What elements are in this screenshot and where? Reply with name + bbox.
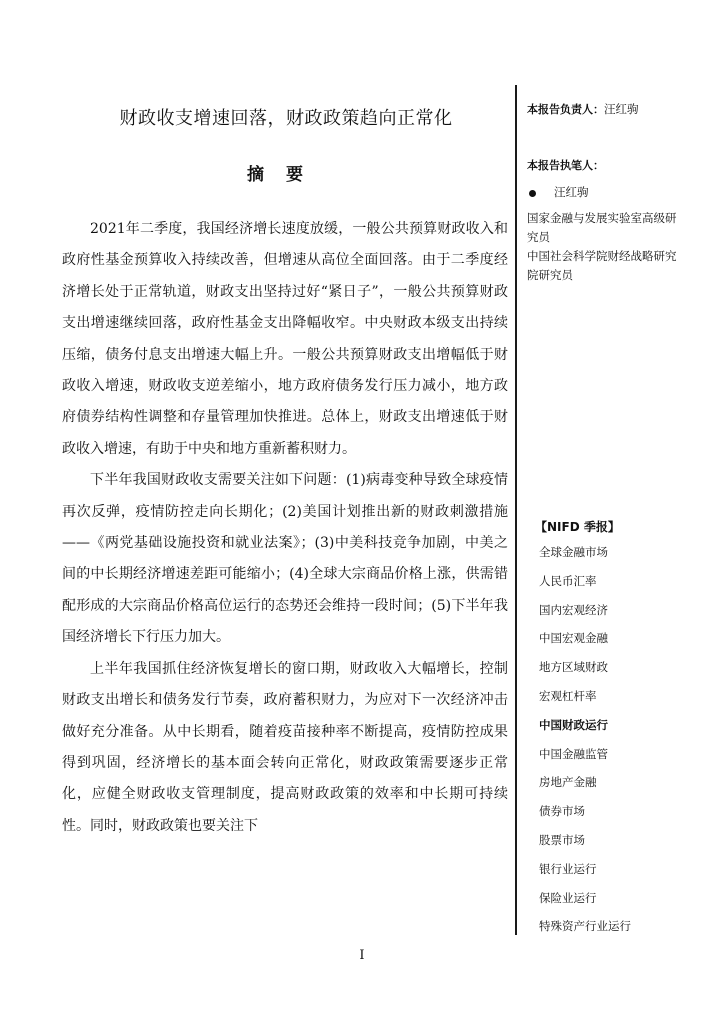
abstract-heading: 摘要 <box>247 165 325 185</box>
series-item[interactable]: 全球金融市场 <box>539 545 608 559</box>
writer-label: 本报告执笔人： <box>527 159 604 172</box>
abstract-paragraph: 下半年我国财政收支需要关注如下问题：(1)病毒变种导致全球疫情再次反弹，疫情防控走向长期化；(2)美国计划推出新的财政刺激措施——《两党基础设施投资和就业法案》；(3)中美科技竞争加剧，中美之间的中长期经济增速差距可能缩小；(4)全球大宗商品价格上涨，供需错配形成的大宗商品价格高位运行的态势还会维持一段时间；(5)下半年我国经济增长下行压力加大。 <box>62 472 508 646</box>
writer-affiliations <box>527 209 677 285</box>
series-item[interactable]: 银行业运行 <box>539 861 597 876</box>
editor-name: 汪红驹 <box>604 102 639 116</box>
affiliation: 国家金融与发展实验室高级研究员 <box>527 211 677 244</box>
report-editor <box>527 101 639 117</box>
series-item[interactable]: 保险业运行 <box>539 890 597 905</box>
abstract-paragraph: 上半年我国抓住经济恢复增长的窗口期，财政收入大幅增长，控制财政支出增长和债务发行节奏，政府蓄积财力，为应对下一次经济冲击做好充分准备。从中长期看，随着疫苗接种率不断提高，疫情防控成果得到巩固，经济增长的基本面会转向正常化，财政政策需要逐步正常化，应健全财政收支管理制度，提高财政政策的效率和中长期可持续性。同时，财政政策也要关注下 <box>62 660 508 834</box>
series-item[interactable]: 宏观杠杆率 <box>539 688 597 703</box>
series-item[interactable]: 人民币汇率 <box>539 573 597 588</box>
report-title: 财政收支增速回落，财政政策趋向正常化 <box>119 108 453 129</box>
series-item[interactable]: 地方区域财政 <box>539 660 608 675</box>
writer-name: 汪红驹 <box>554 185 589 199</box>
page-number: I <box>359 948 365 963</box>
series-item[interactable]: 房地产金融 <box>539 775 597 790</box>
series-item[interactable]: 中国金融监管 <box>539 746 608 761</box>
vertical-divider <box>515 85 517 935</box>
series-item[interactable]: 股票市场 <box>539 832 585 847</box>
writer-entry <box>529 184 589 200</box>
series-item[interactable]: 国内宏观经济 <box>539 602 608 617</box>
series-list <box>539 544 631 947</box>
series-label: 【NIFD 季报】 <box>535 520 620 534</box>
series-item[interactable]: 中国宏观金融 <box>539 631 608 646</box>
editor-label: 本报告负责人： <box>527 103 604 116</box>
bullet-icon <box>529 190 536 197</box>
abstract-paragraph: 2021年二季度，我国经济增长速度放缓，一般公共预算财政收入和政府性基金预算收入持续改善，但增速从高位全面回落。由于二季度经济增长处于正常轨道，财政支出坚持过好“紧日子”，一般公共预算财政支出增速继续回落，政府性基金支出降幅收窄。中央财政本级支出持续压缩，债务付息支出增速大幅上升。一般公共预算财政支出增幅低于财政收入增速，财政收支逆差缩小，地方政府债务发行压力减小，地方政府债券结构性调整和存量管理加快推进。总体上，财政支出增速低于财政收入增速，有助于中央和地方重新蓄积财力。 <box>62 221 508 457</box>
abstract-body <box>62 214 508 842</box>
series-item[interactable]: 债券市场 <box>539 804 585 819</box>
affiliation: 中国社会科学院财经战略研究院研究员 <box>527 249 677 282</box>
series-item-active[interactable]: 中国财政运行 <box>539 717 608 732</box>
series-item[interactable]: 特殊资产行业运行 <box>539 919 631 934</box>
